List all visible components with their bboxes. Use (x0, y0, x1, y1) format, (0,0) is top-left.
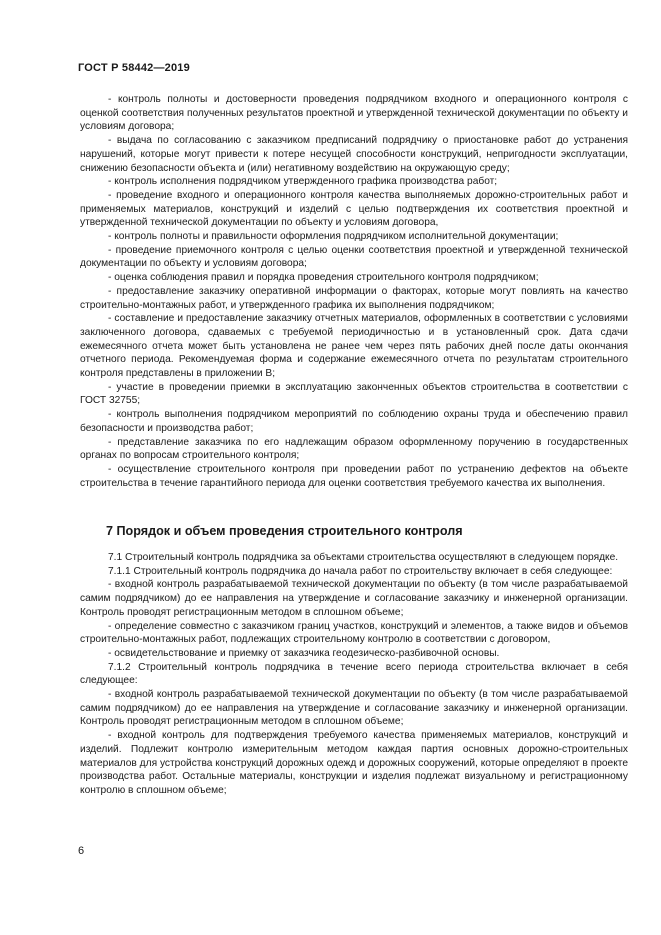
paragraph: 7.1 Строительный контроль подрядчика за объектами строительства осуществляют в следующем порядке. (108, 552, 619, 563)
list-item: - выдача по согласованию с заказчиком предписаний подрядчику о приостановке работ до устранения нарушений, которые могут привести к потере несущей способности конструкций, непригодности эксплуатации, снижению безопасности объекта и (или) негативному воздействию на окружающую среду; (80, 135, 628, 174)
list-item: - контроль полноты и правильности оформления подрядчиком исполнительной документации; (108, 231, 559, 243)
page-number: 6 (78, 845, 85, 857)
list-item: - осуществление строительного контроля при проведении работ по устранению дефектов на объекте строительства в течение гарантийного периода для оценки соответствия требуемого качества их выполнения. (80, 463, 628, 489)
paragraph: 7.1.1 Строительный контроль подрядчика до начала работ по строительству включает в себя следующее: (108, 565, 613, 577)
list-item: - входной контроль разрабатываемой технической документации по объекту (в том числе разрабатываемой самим подрядчиком) до ее направления на утверждение и согласование заказчику и инженерной организации. Контроль проводят регистрационным методом в сплошном объеме; (80, 579, 628, 618)
list-item: - входной контроль разрабатываемой технической документации по объекту (в том числе разрабатываемой самим подрядчиком) до ее направления на утверждение и согласование заказчику и инженерной организации. Контроль проводят регистрационным методом в сплошном объеме; (80, 689, 628, 728)
list-item: - освидетельствование и приемку от заказчика геодезическо-разбивочной основы. (108, 647, 500, 659)
list-item: - определение совместно с заказчиком границ участков, конструкций и элементов, а также видов и объемов строительно-монтажных работ, подлежащих строительному контролю в соответствии с договором, (80, 620, 628, 646)
list-item: - входной контроль для подтверждения требуемого качества применяемых материалов, конструкций и изделий. Подлежит контролю измерительным методом каждая партия основных дорожно-строительных материалов для устройства конструкций дорожных одежд и дорожных сооружений, которые определяют в проекте производства работ. Остальные материалы, конструкции и изделия подлежат визуальному и регистрационному контролю в сплошном объеме; (80, 730, 628, 796)
list-item: - представление заказчика по его надлежащим образом оформленному поручению в государственных органах по вопросам строительного контроля; (80, 436, 628, 462)
list-item: - составление и предоставление заказчику отчетных материалов, оформленных в соответствии с условиями заключенного договора, сдаваемых с требуемой периодичностью и в установленный срок. Дата сдачи ежемесячного отчета может быть установлена не ранее чем через пять рабочих дней после даты окончания отчетного периода. Рекомендуемая форма и содержание ежемесячного отчета по результатам строительного контроля представлены в приложении В; (80, 313, 628, 380)
list-item: - контроль полноты и достоверности проведения подрядчиком входного и операционного контроля с оценкой соответствия полученных результатов проектной и утвержденной технической документации по объекту и условиям договора; (80, 94, 628, 133)
list-item: - проведение приемочного контроля с целью оценки соответствия проектной и утвержденной технической документации по объекту и условиям договора; (80, 244, 628, 270)
section-heading: 7 Порядок и объем проведения строительного контроля (106, 524, 463, 538)
list-item: - контроль выполнения подрядчиком мероприятий по соблюдению охраны труда и обеспечению правил безопасности и производства работ; (80, 409, 628, 434)
list-item: - проведение входного и операционного контроля качества выполняемых дорожно-строительных работ и применяемых материалов, конструкций и изделий с целью подтверждения их соответствия проектной и утвержденной технической документации по объекту и условиям договора, (80, 189, 628, 229)
list-item: - оценка соблюдения правил и порядка проведения строительного контроля подрядчиком; (108, 272, 539, 284)
document-header: ГОСТ Р 58442—2019 (78, 62, 190, 74)
list-item: - участие в проведении приемки в эксплуатацию законченных объектов строительства в соответствии с ГОСТ 32755; (80, 381, 628, 407)
list-item: - предоставление заказчику оперативной информации о факторах, которые могут повлиять на качество строительно-монтажных работ, и утвержденного графика их выполнения подрядчиком; (80, 285, 628, 311)
list-item: - контроль исполнения подрядчиком утвержденного графика производства работ; (108, 176, 498, 188)
section-body (80, 551, 628, 798)
paragraph: 7.1.2 Строительный контроль подрядчика в течение всего периода строительства включает в себя следующее: (80, 661, 628, 687)
duties-list (80, 93, 628, 490)
